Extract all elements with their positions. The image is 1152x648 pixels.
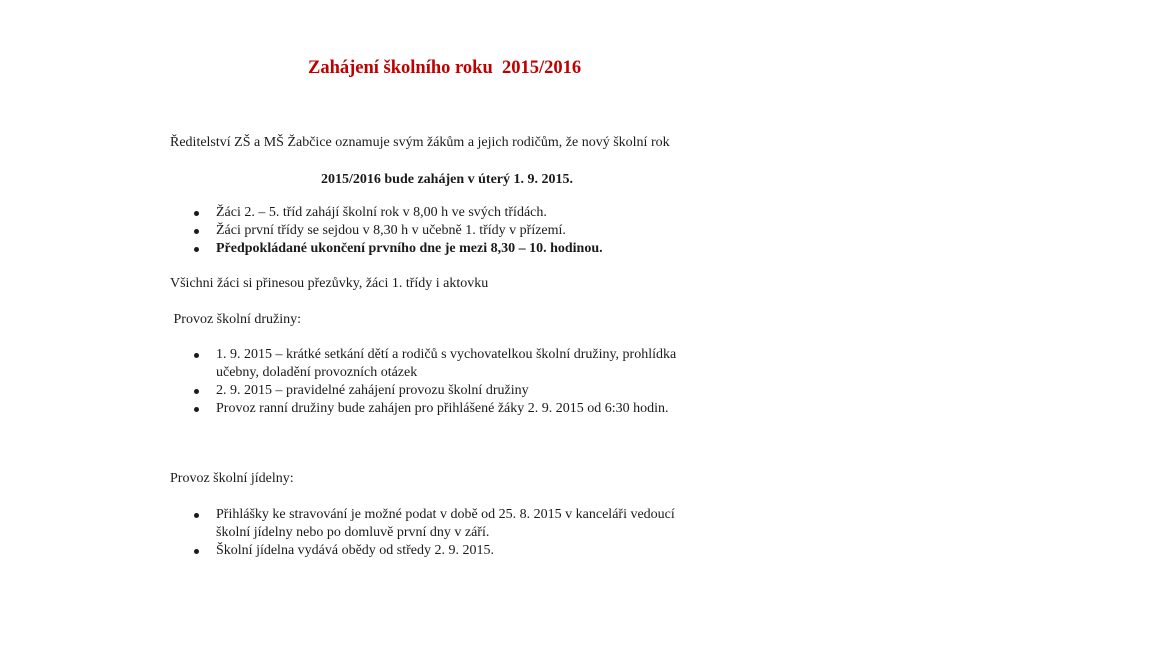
- bullet-icon: [194, 247, 199, 252]
- document-title: Zahájení školního roku 2015/2016: [308, 58, 582, 78]
- bullet-icon: [194, 353, 199, 358]
- list-item-text: Předpokládané ukončení prvního dne je mezi 8,30 – 10. hodinou.: [216, 241, 603, 256]
- list-item: [170, 382, 730, 400]
- bullet-icon: [194, 549, 199, 554]
- list-item-text-continued: školní jídelny nebo po domluvě první dny v září.: [216, 525, 490, 540]
- bullet-icon: [194, 407, 199, 412]
- canteen-heading: Provoz školní jídelny:: [170, 471, 294, 486]
- list-item-text: Provoz ranní družiny bude zahájen pro přihlášené žáky 2. 9. 2015 od 6:30 hodin.: [216, 401, 669, 416]
- list-item: [170, 400, 730, 418]
- list-item: [170, 204, 730, 222]
- first-day-list: [170, 204, 730, 258]
- club-heading: Provoz školní družiny:: [170, 312, 302, 327]
- list-item: [170, 506, 730, 542]
- list-item-text: Žáci 2. – 5. tříd zahájí školní rok v 8,00 h ve svých třídách.: [216, 205, 547, 220]
- canteen-list: [170, 506, 730, 560]
- start-date-announcement: 2015/2016 bude zahájen v úterý 1. 9. 2015.: [321, 172, 573, 187]
- bullet-icon: [194, 211, 199, 216]
- list-item-text: 1. 9. 2015 – krátké setkání dětí a rodičů s vychovatelkou školní družiny, prohlídka: [216, 347, 677, 362]
- list-item-text: Školní jídelna vydává obědy od středy 2. 9. 2015.: [216, 543, 495, 558]
- bullet-icon: [194, 513, 199, 518]
- intro-paragraph: Ředitelství ZŠ a MŠ Žabčice oznamuje svým žákům a jejich rodičům, že nový školní rok: [170, 135, 670, 150]
- slippers-note: Všichni žáci si přinesou přezůvky, žáci 1. třídy i aktovku: [170, 276, 489, 291]
- list-item: [170, 222, 730, 240]
- list-item-text-continued: učebny, doladění provozních otázek: [216, 365, 418, 380]
- list-item: [170, 346, 730, 382]
- list-item: [170, 542, 730, 560]
- list-item-text: Přihlášky ke stravování je možné podat v době od 25. 8. 2015 v kanceláři vedoucí: [216, 507, 675, 522]
- list-item: [170, 240, 730, 258]
- list-item-text: 2. 9. 2015 – pravidelné zahájení provozu školní družiny: [216, 383, 529, 398]
- bullet-icon: [194, 229, 199, 234]
- bullet-icon: [194, 389, 199, 394]
- club-list: [170, 346, 730, 418]
- list-item-text: Žáci první třídy se sejdou v 8,30 h v učebně 1. třídy v přízemí.: [216, 223, 566, 238]
